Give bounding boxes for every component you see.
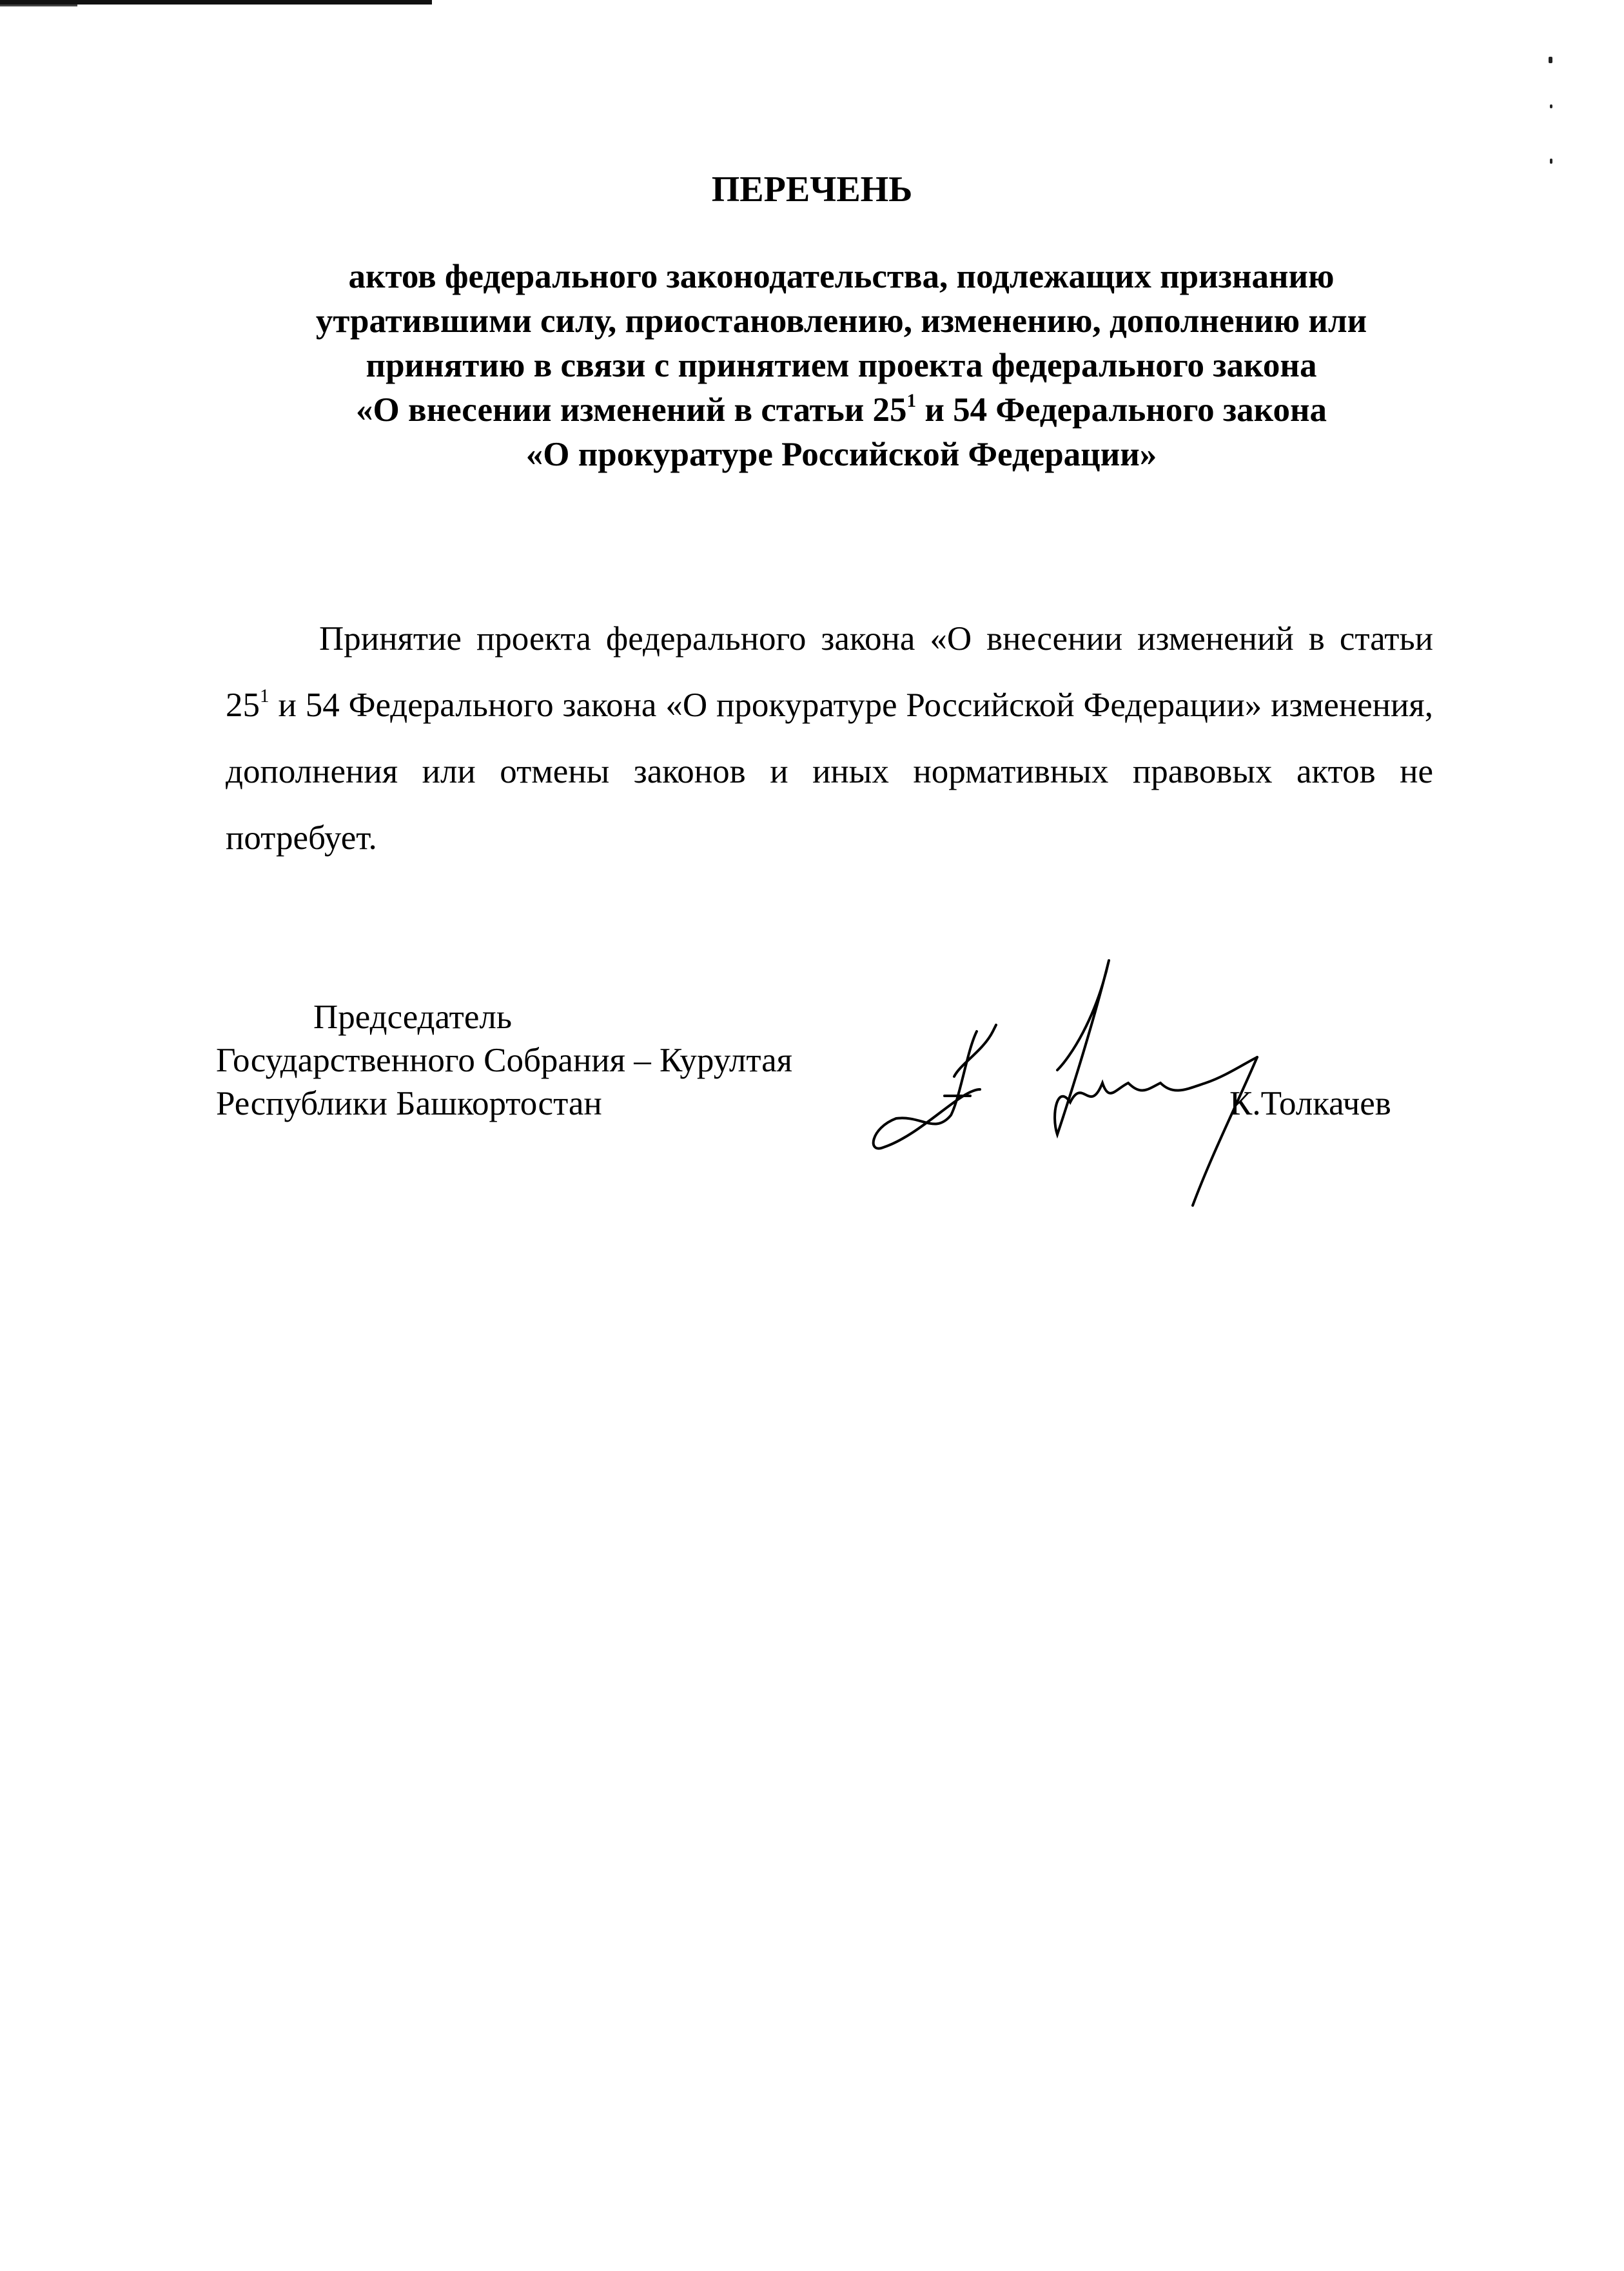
body-text: и 54 Федерального закона «О прокуратуре Российской Федерации» изменения, дополнения или отмены законов и иных нормативных правовых актов не потребует. xyxy=(226,687,1433,857)
subtitle-line: актов федерального законодательства, подлежащих признанию xyxy=(348,258,1335,295)
superscript: 1 xyxy=(260,686,269,707)
document-title: ПЕРЕЧЕНЬ xyxy=(711,170,913,210)
superscript: 1 xyxy=(906,391,917,412)
position-line: Государственного Собрания – Курултая xyxy=(216,1042,793,1079)
scan-edge-line xyxy=(0,0,432,5)
handwritten-signature xyxy=(864,948,1367,1218)
scan-speck xyxy=(1550,104,1552,108)
subtitle-line: утратившими силу, приостановлению, изменению, дополнению или xyxy=(315,302,1367,340)
scan-speck xyxy=(1549,57,1552,63)
subtitle-text: и 54 Федерального закона xyxy=(916,391,1327,429)
subtitle-line xyxy=(193,388,1489,433)
subtitle-text: «О внесении изменений в статьи 25 xyxy=(355,391,907,429)
subtitle-line: «О прокуратуре Российской Федерации» xyxy=(525,436,1157,473)
body-text: Принятие проекта федерального закона «О внесении изменений в статьи 25 xyxy=(226,620,1433,724)
scan-speck xyxy=(1550,159,1552,164)
position-line: Председатель xyxy=(313,999,512,1036)
document-subtitle xyxy=(193,255,1489,477)
position-line: Республики Башкортостан xyxy=(216,1085,602,1122)
signatory-name: К.Толкачев xyxy=(1229,1085,1391,1122)
scan-edge-line xyxy=(0,5,77,6)
signatory-position xyxy=(216,996,792,1126)
body-paragraph xyxy=(226,606,1433,872)
subtitle-line: принятию в связи с принятием проекта федерального закона xyxy=(366,347,1317,384)
